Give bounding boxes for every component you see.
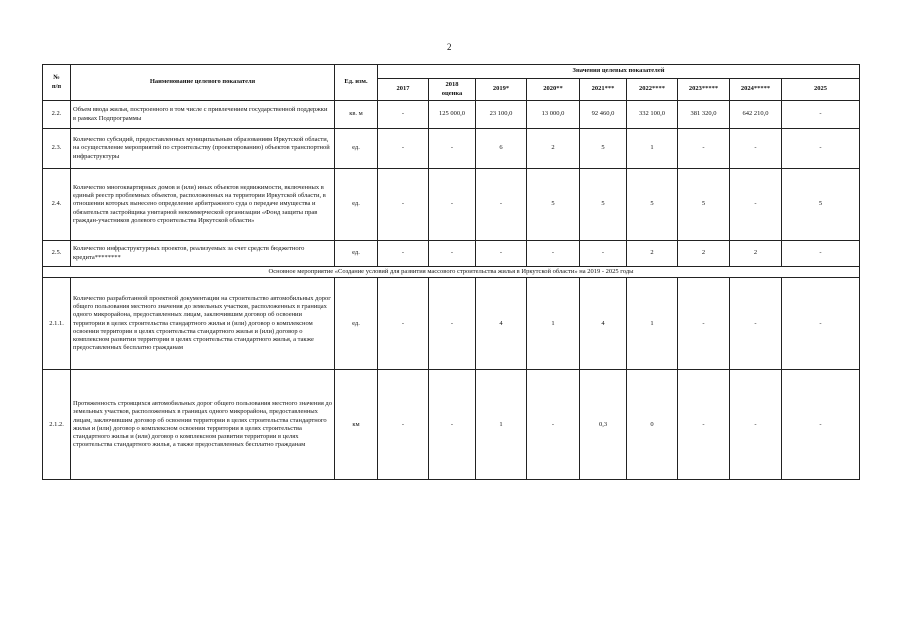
- row-value: 6: [476, 129, 527, 169]
- row-value: 332 100,0: [627, 101, 678, 129]
- row-name: Количество субсидий, предоставленных муниципальным образованиям Иркутской области, на осуществление мероприятий по строительству (проектированию) объектов транспортной инфраструктуры: [71, 129, 335, 169]
- row-value: -: [527, 241, 580, 267]
- row-value: 1: [627, 129, 678, 169]
- row-value: 381 320,0: [678, 101, 730, 129]
- row-value: -: [580, 241, 627, 267]
- row-name: Количество инфраструктурных проектов, реализуемых за счет средств бюджетного кредита********: [71, 241, 335, 267]
- row-value: 5: [627, 169, 678, 241]
- row-value: -: [678, 370, 730, 480]
- table-row: [43, 278, 860, 370]
- table-row: [43, 101, 860, 129]
- header-year: 2021***: [580, 79, 627, 101]
- row-unit: ед.: [335, 129, 378, 169]
- row-value: 2: [678, 241, 730, 267]
- section-title: Основное мероприятие «Создание условий для развития массового строительства жилья в Иркутской области» на 2019 - 2025 годы: [43, 267, 860, 278]
- row-value: 5: [580, 129, 627, 169]
- row-value: 5: [580, 169, 627, 241]
- row-unit: ед.: [335, 169, 378, 241]
- header-unit: Ед. изм.: [335, 65, 378, 101]
- row-num: 2.5.: [43, 241, 71, 267]
- row-num: 2.3.: [43, 129, 71, 169]
- row-name: Количество многоквартирных домов и (или) иных объектов недвижимости, включенных в единый реестр проблемных объектов, расположенных на территории Иркутской области, в отношении которых вынесено определение арбитражного суда о передаче имущества и обязательств застройщика унитарной некоммерческой организации «Фонд защиты прав граждан-участников долевого строительства Иркутской области»: [71, 169, 335, 241]
- table-row: [43, 129, 860, 169]
- row-value: 5: [678, 169, 730, 241]
- header-year: 2022****: [627, 79, 678, 101]
- row-value: 125 000,0: [429, 101, 476, 129]
- row-value: -: [678, 129, 730, 169]
- row-value: -: [730, 129, 782, 169]
- table-row: [43, 370, 860, 480]
- row-unit: кв. м: [335, 101, 378, 129]
- row-unit: км: [335, 370, 378, 480]
- row-value: 13 000,0: [527, 101, 580, 129]
- row-value: 4: [580, 278, 627, 370]
- row-value: -: [429, 370, 476, 480]
- header-name: Наименование целевого показателя: [71, 65, 335, 101]
- row-value: -: [782, 278, 860, 370]
- row-value: -: [782, 129, 860, 169]
- row-num: 2.4.: [43, 169, 71, 241]
- row-value: 1: [527, 278, 580, 370]
- row-value: -: [378, 278, 429, 370]
- row-value: -: [782, 241, 860, 267]
- header-year: 2018 оценка: [429, 79, 476, 101]
- row-value: -: [429, 241, 476, 267]
- row-value: 23 100,0: [476, 101, 527, 129]
- target-indicators-table: [42, 64, 860, 480]
- row-value: 0,3: [580, 370, 627, 480]
- row-name: Количество разработанной проектной документации на строительство автомобильных дорог общего пользования местного значения до земельных участков, расположенных в границах одного микрорайона, предоставленных лицам, заключившим договор об освоении территории в целях строительства стандартного жилья и (или) договор о комплексном освоении территории в целях строительства стандартного жилья и (или) договор о комплексном развитии территории в целях строительства стандартного жилья, а также предоставленных бесплатно гражданам: [71, 278, 335, 370]
- header-year: 2017: [378, 79, 429, 101]
- header-year: 2025: [782, 79, 860, 101]
- row-value: -: [476, 169, 527, 241]
- row-value: 0: [627, 370, 678, 480]
- header-year: 2024*****: [730, 79, 782, 101]
- row-value: -: [782, 101, 860, 129]
- row-value: 2: [527, 129, 580, 169]
- row-num: 2.1.2.: [43, 370, 71, 480]
- row-name: Протяженность строящихся автомобильных дорог общего пользования местного значения до земельных участков, расположенных в границах одного микрорайона, предоставленных лицам, заключившим договор об освоении территории в целях строительства стандартного жилья и (или) договор о комплексном освоении территории в целях строительства стандартного жилья и (или) договор о комплексном развитии территории в целях строительства стандартного жилья, а также предоставленных бесплатно гражданам: [71, 370, 335, 480]
- row-value: -: [678, 278, 730, 370]
- row-value: -: [476, 241, 527, 267]
- header-year: 2023*****: [678, 79, 730, 101]
- row-unit: ед.: [335, 241, 378, 267]
- row-value: 2: [627, 241, 678, 267]
- header-values-group: Значения целевых показателей: [378, 65, 860, 79]
- header-year: 2020**: [527, 79, 580, 101]
- row-value: -: [730, 278, 782, 370]
- row-value: 5: [782, 169, 860, 241]
- row-value: -: [378, 129, 429, 169]
- row-value: 1: [627, 278, 678, 370]
- row-value: 5: [527, 169, 580, 241]
- row-value: -: [527, 370, 580, 480]
- row-value: -: [378, 370, 429, 480]
- row-value: -: [730, 370, 782, 480]
- row-value: -: [429, 278, 476, 370]
- table-row: [43, 241, 860, 267]
- row-value: 642 210,0: [730, 101, 782, 129]
- row-value: -: [730, 169, 782, 241]
- row-value: -: [782, 370, 860, 480]
- row-value: -: [429, 129, 476, 169]
- row-value: -: [378, 241, 429, 267]
- row-value: 92 460,0: [580, 101, 627, 129]
- page-number: 2: [447, 42, 452, 52]
- section-row: [43, 267, 860, 278]
- row-value: -: [378, 101, 429, 129]
- row-unit: ед.: [335, 278, 378, 370]
- row-value: -: [378, 169, 429, 241]
- row-num: 2.2.: [43, 101, 71, 129]
- row-value: 2: [730, 241, 782, 267]
- row-value: 1: [476, 370, 527, 480]
- row-value: -: [429, 169, 476, 241]
- row-value: 4: [476, 278, 527, 370]
- row-name: Объем ввода жилья, построенного в том числе с привлечением государственной поддержки в рамках Подпрограммы: [71, 101, 335, 129]
- header-year: 2019*: [476, 79, 527, 101]
- header-num: № п/п: [43, 65, 71, 101]
- table-row: [43, 169, 860, 241]
- row-num: 2.1.1.: [43, 278, 71, 370]
